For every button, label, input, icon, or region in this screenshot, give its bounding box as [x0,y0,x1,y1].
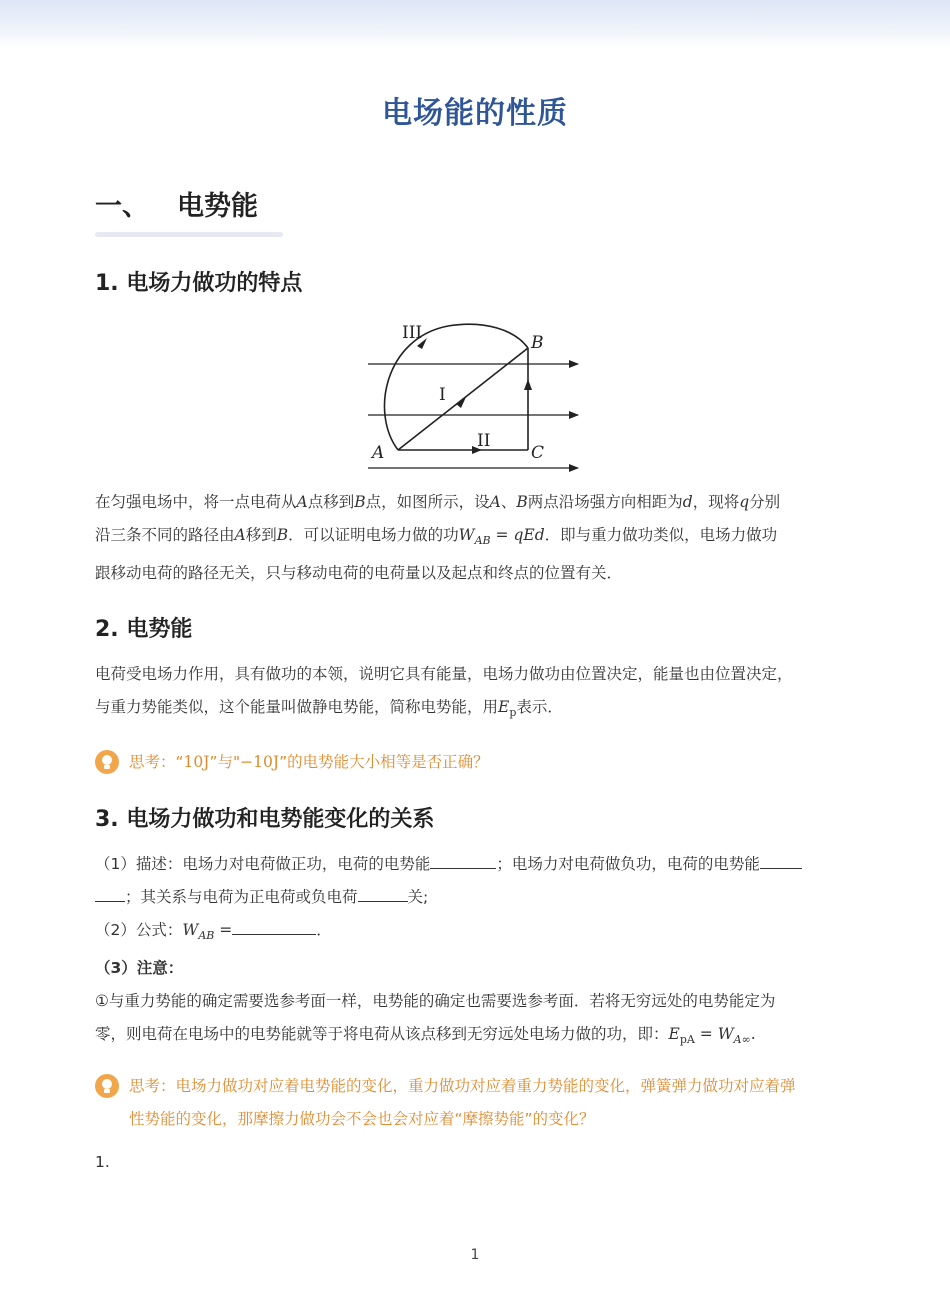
page-number: 1 [470,1247,480,1263]
section-number: 一、 [95,191,149,222]
text-line: 在匀强电场中，将一点电荷从A点移到B点，如图所示，设A、B两点沿场强方向相距为d，现将q分别 [95,493,781,511]
text-line: 沿三条不同的路径由A移到B．可以证明电场力做的功$W_{AB}$ = qEd．即与重力做功类似，电场力做功 [95,526,778,548]
text-line: 跟移动电荷的路径无关，只与移动电荷的电荷量以及起点和终点的位置有关． [95,564,623,583]
fill-blank[interactable] [358,881,408,902]
fill-blank[interactable] [760,848,802,869]
subsection-heading-2: 2. 电势能 [95,617,193,642]
label-ii: II [477,431,491,451]
label-i: I [439,385,446,405]
path-ii-vertical-arrow [524,379,532,390]
text-line: ①与重力势能的确定需要选参考面一样，电势能的确定也需要选参考面．若将无穷远处的电势能定为 [95,992,776,1011]
fill-blank[interactable] [232,914,316,935]
subsection-heading-1: 1. 电场力做功的特点 [95,271,303,296]
path-iii-arc [384,324,528,450]
think-text: 思考：“10J”与"−10J”的电势能大小相等是否正确？ [129,753,489,771]
label-point-c: C [531,443,545,463]
think-text: 思考：电场力做功对应着电势能的变化，重力做功对应着重力势能的变化，弹簧弹力做功对应着弹 性势能的变化，那摩擦力做功会不会也会对应着“摩擦势能”的变化？ [129,1077,796,1128]
paragraph-potential-energy [95,658,865,729]
label-point-b: B [531,333,544,353]
text-line: （2）公式：$W_{AB}$ = ． [95,914,865,952]
fill-blank[interactable] [430,848,496,869]
paragraph-work-energy-relation [95,848,865,1056]
document-title: 电场能的性质 [382,96,568,131]
fill-blank[interactable] [95,881,125,902]
section-heading [95,184,258,223]
think-box-2 [95,1070,865,1136]
text-line: （1）描述：电场力对电荷做正功，电荷的电势能 ；电场力对电荷做负功，电荷的电势能 [95,848,865,881]
section-underline [95,232,283,237]
header-band [0,0,950,48]
lightbulb-icon [95,1074,119,1098]
section-title: 电势能 [177,191,258,222]
text-line: （3）注意： [95,959,184,978]
text-line: ；其关系与电荷为正电荷或负电荷 关; [95,881,865,914]
text-line: 电荷受电场力作用，具有做功的本领，说明它具有能量，电场力做功由位置决定，能量也由位置决定， [95,665,793,683]
label-point-a: A [372,443,385,463]
subsection-heading-3: 3. 电场力做功和电势能变化的关系 [95,807,435,832]
path-i-line [398,348,528,450]
label-iii: III [402,323,423,343]
electric-field-path-figure [360,318,585,478]
text-line: 零，则电荷在电场中的电势能就等于将电荷从该点移到无穷远处电场力做的功，即：$E_{pA} = W_{A\infty}$. [95,1025,756,1047]
lightbulb-icon [95,750,119,774]
trailing-list-item: 1. [95,1153,110,1171]
paragraph-work-feature [95,486,865,590]
think-box-1 [95,746,865,779]
text-line: 与重力势能类似，这个能量叫做静电势能，简称电势能，用$E_p$表示． [95,698,563,720]
